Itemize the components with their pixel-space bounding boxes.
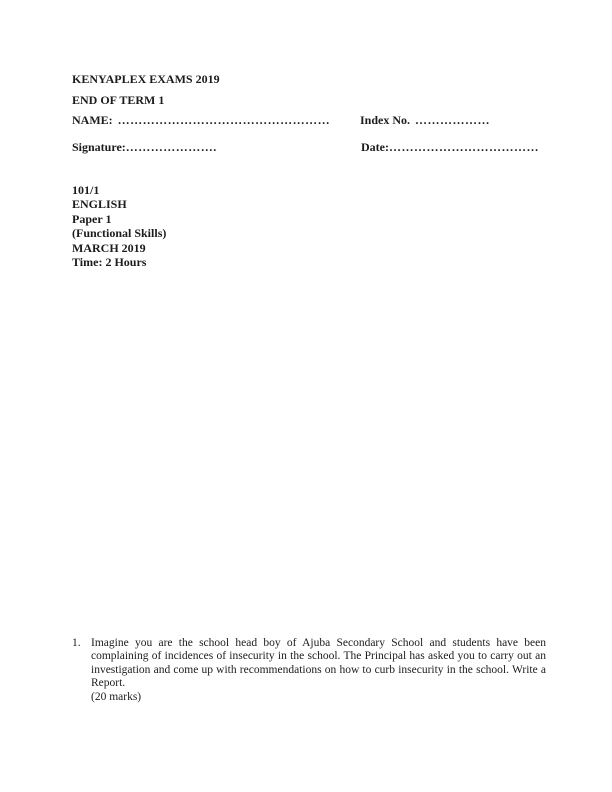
date-fill-line: ……………………………… [388,140,539,154]
term-title: END OF TERM 1 [72,93,165,107]
question-item [72,637,546,704]
subject-name: ENGLISH [72,197,127,212]
name-fill-line: …………………………………………… [117,113,331,127]
exam-title: KENYAPLEX EXAMS 2019 [72,72,220,86]
question-marks: (20 marks) [91,690,142,703]
paper-info-block [72,183,166,269]
question-text: Imagine you are the school head boy of Ajuba Secondary School and students have been complaining of incidences of insecurity in the school. The Principal has asked you to carry out an investigation and come up with recommendations on how to curb insecurity in the school. Write a Report. [91,637,546,690]
signature-fill-line: …………………. [125,140,217,154]
name-label: NAME: [72,113,113,127]
index-fill-line: ……………… [415,113,491,127]
question-number: 1. [72,637,81,649]
signature-label: Signature: [72,140,126,154]
paper-number: Paper 1 [72,211,112,226]
signature-row [72,140,217,154]
name-row [72,113,330,127]
exam-date: MARCH 2019 [72,240,146,255]
paper-code: 101/1 [72,183,100,197]
index-row [360,113,490,127]
question-body [91,637,546,704]
date-row [361,140,539,154]
paper-type: (Functional Skills) [72,226,167,241]
index-label: Index No. [360,113,411,127]
exam-duration: Time: 2 Hours [72,255,147,270]
date-label: Date: [361,140,389,154]
